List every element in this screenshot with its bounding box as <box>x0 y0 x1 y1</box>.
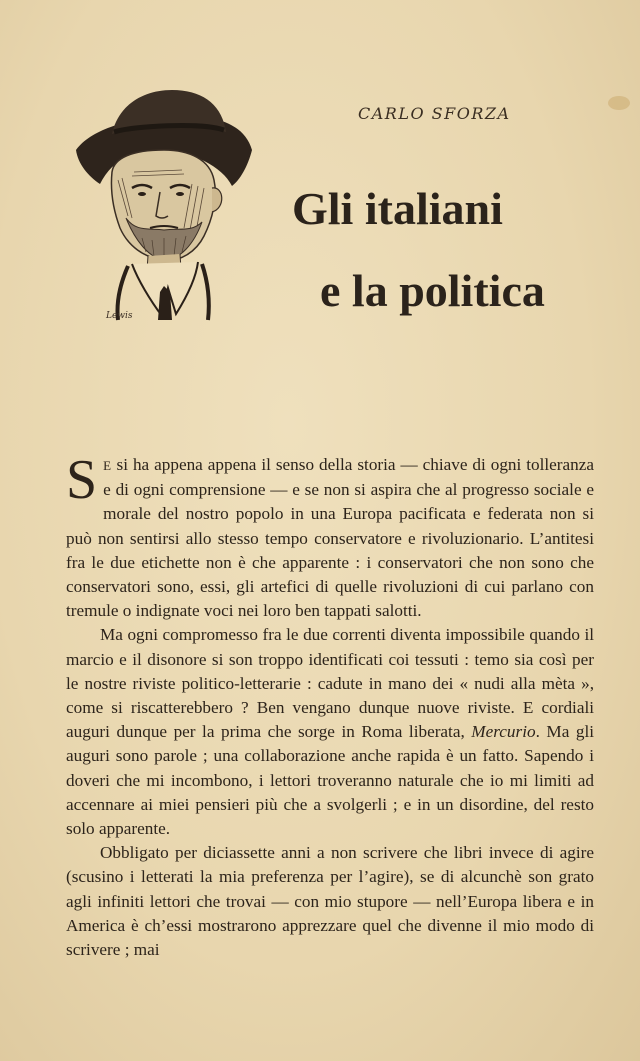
drop-cap: S <box>66 449 98 511</box>
small-cap: E <box>103 458 112 473</box>
paragraph-2-text-b: . Ma gli auguri sono parole ; una collaborazione anche rapida è un fatto. Sapendo i doveri che mi incombono, i lettori troveranno naturale che io mi limiti ad accennare ai miei pensieri più che a svolgerli ; e in un disordine, del resto solo apparente. <box>66 722 594 839</box>
paragraph-3-text: Obbligato per diciassette anni a non scrivere che libri invece di agire (scusino i letterati la mia preferenza per l’agire), se di alcunchè son grato agli infiniti lettori che trovai — con mio stupore — nell’Europa libera e in America è ch’essi mostrarono apprezzare quel che divenne il mio modo di scrivere ; mai <box>66 843 594 960</box>
paragraph-2-text-a: Ma ogni compromesso fra le due correnti diventa impossibile quando il marcio e il disonore si son troppo identificati coi tessuti : temo sia così per le nostre riviste politico-letterarie : cadute in mano dei « nudi alla mèta », come si riscatterebbero ? Ben vengano dunque nuove riviste. E cordiali auguri dunque per la prima che sorge in Roma liberata, <box>66 625 594 742</box>
paper-stain <box>608 96 630 110</box>
portrait-signature: Lewis <box>106 311 133 321</box>
paragraph-2 <box>66 623 594 841</box>
article-body <box>66 449 594 962</box>
title-line-2: e la politica <box>320 265 545 316</box>
author-portrait <box>72 88 256 326</box>
magazine-name: Mercurio <box>471 722 536 742</box>
author-name: CARLO SFORZA <box>358 104 511 123</box>
paragraph-1-text: si ha appena appena il senso della storia — chiave di ogni tolleranza e di ogni comprensione — e se non si aspira che al progresso sociale e morale del nostro popolo in una Europa pacificata e federata non si può non sentirsi allo stesso tempo conservatore e rivoluzionario. L’antitesi fra le due etichette non è che apparente : i conservatori che non sono che conservatori sono, essi, gli artefici di quelle rivoluzioni di cui parlano con tremule o indignate voci nei loro ben tappati salotti. <box>66 455 594 621</box>
title-line-1: Gli italiani <box>292 183 503 234</box>
paragraph-3 <box>66 841 594 962</box>
article-title <box>292 168 545 332</box>
paragraph-1 <box>66 449 594 623</box>
